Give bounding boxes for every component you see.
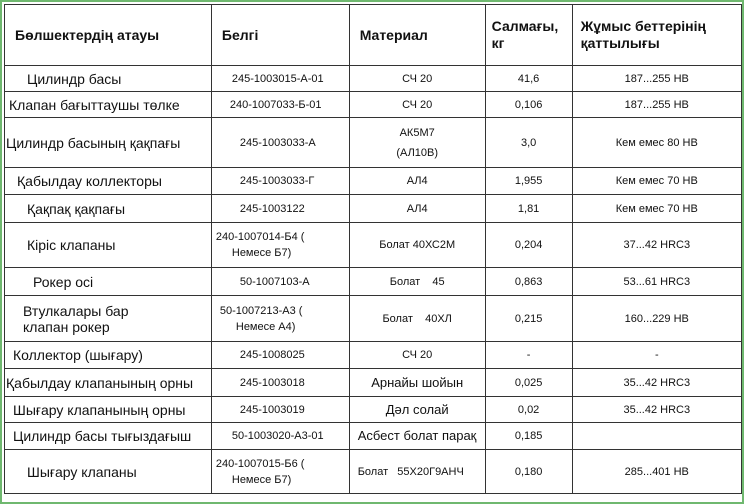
part-name: Цилиндр басы	[27, 70, 122, 87]
part-code: 245-1003015-А-01	[231, 72, 324, 85]
part-hardness: Кем емес 70 НВ	[615, 202, 698, 215]
part-name: Цилиндр басының қақпағы	[6, 134, 181, 151]
header-part-name: Бөлшектердің атауы	[5, 5, 212, 66]
part-name: Цилиндр басы тығыздағыш	[13, 428, 192, 444]
table-row	[5, 450, 742, 494]
part-hardness: 35...42 HRC3	[623, 403, 691, 416]
part-weight: 0,204	[514, 239, 543, 251]
header-material: Материал	[349, 5, 485, 66]
part-code-alt: Немесе Б7)	[231, 247, 292, 259]
part-code: 240-1007033-Б-01	[229, 98, 322, 111]
part-weight: 0,185	[514, 430, 543, 442]
part-material: Дәл солай	[385, 401, 449, 417]
table-row	[5, 342, 742, 369]
part-code: 245-1003019	[239, 403, 305, 416]
part-hardness: Кем емес 70 НВ	[615, 175, 698, 187]
part-material-alt: (АЛ10В)	[396, 146, 439, 159]
table-row	[5, 369, 742, 397]
part-name-line2: клапан рокер	[23, 318, 110, 335]
part-material: АЛ4	[406, 202, 428, 215]
part-hardness: 160...229 НВ	[624, 312, 689, 325]
part-code: 245-1008025	[239, 349, 305, 361]
part-name: Шығару клапаны	[27, 463, 137, 480]
part-material: Болат 40ХЛ	[382, 312, 452, 325]
part-material: СЧ 20	[402, 349, 433, 361]
part-name: Втулкалары бар	[23, 302, 129, 319]
part-name: Кіріс клапаны	[27, 237, 116, 253]
table-row	[5, 195, 742, 223]
part-code: 245-1003033-А	[239, 136, 316, 149]
part-code-alt: Немесе А4)	[235, 320, 296, 333]
header-weight: Салмағы, кг	[485, 5, 572, 66]
part-name: Қақпақ қақпағы	[27, 200, 126, 217]
part-code: 245-1003122	[239, 202, 305, 215]
part-material: АЛ4	[406, 175, 428, 187]
parts-table	[4, 4, 742, 494]
table-row	[5, 223, 742, 268]
part-hardness: 37...42 HRC3	[623, 239, 691, 251]
part-code: 240-1007015-Б6 (	[215, 457, 305, 470]
part-weight: 0,863	[514, 275, 543, 288]
part-weight: 1,955	[514, 175, 543, 187]
part-material: СЧ 20	[402, 98, 433, 111]
part-weight: 1,81	[517, 202, 540, 215]
part-material: АК5М7	[399, 126, 435, 139]
part-hardness: 35...42 HRC3	[623, 376, 691, 389]
part-hardness: -	[654, 349, 659, 361]
part-material: Арнайы шойын	[371, 374, 464, 390]
part-name: Рокер осі	[33, 273, 94, 290]
part-material: Асбест болат парақ	[357, 428, 477, 443]
part-name: Шығару клапанының орны	[13, 401, 186, 418]
part-code: 50-1003020-А3-01	[231, 430, 324, 442]
table-row	[5, 118, 742, 168]
table-row	[5, 66, 742, 92]
part-weight: -	[526, 349, 531, 361]
part-weight: 0,025	[514, 376, 543, 389]
header-row	[5, 5, 742, 66]
part-weight: 3,0	[520, 136, 537, 149]
part-name: Коллектор (шығару)	[13, 347, 143, 363]
part-weight: 0,02	[517, 403, 540, 416]
table-row	[5, 397, 742, 423]
part-hardness: 187...255 НВ	[624, 72, 689, 85]
part-material: СЧ 20	[402, 72, 433, 85]
header-code: Белгі	[211, 5, 349, 66]
part-code: 245-1003033-Г	[239, 175, 315, 187]
part-code: 245-1003018	[239, 376, 305, 389]
part-name: Клапан бағыттаушы төлке	[9, 96, 180, 113]
part-material: Болат 45	[389, 275, 445, 288]
part-code: 50-1007103-А	[239, 275, 310, 288]
part-hardness: 285...401 НВ	[624, 465, 689, 478]
part-weight: 0,180	[514, 465, 543, 478]
table-row	[5, 423, 742, 450]
part-code: 50-1007213-А3 (	[219, 304, 303, 317]
table-row	[5, 168, 742, 195]
part-hardness: Кем емес 80 НВ	[615, 136, 698, 149]
header-hardness: Жұмыс беттерінің қаттылығы	[572, 5, 741, 66]
part-weight: 41,6	[517, 72, 540, 85]
part-hardness: 53...61 HRC3	[623, 275, 691, 288]
part-code: 240-1007014-Б4 (	[215, 231, 305, 243]
part-name: Қабылдау коллекторы	[17, 173, 162, 189]
table-row	[5, 268, 742, 296]
part-material: Болат 55Х20Г9АНЧ	[357, 465, 464, 478]
part-code-alt: Немесе Б7)	[231, 473, 292, 486]
part-weight: 0,106	[514, 98, 543, 111]
part-material: Болат 40ХС2М	[379, 239, 456, 251]
part-name: Қабылдау клапанының орны	[6, 374, 194, 391]
table-row	[5, 296, 742, 342]
part-hardness: 187...255 НВ	[624, 98, 689, 111]
table-row	[5, 92, 742, 118]
part-weight: 0,215	[514, 312, 543, 325]
